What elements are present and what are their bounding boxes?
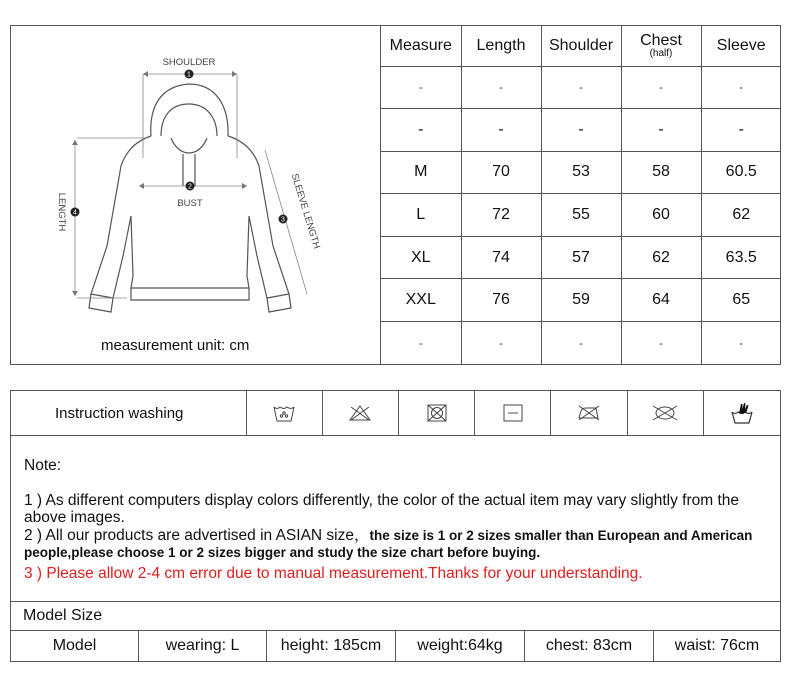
table-cell: 65 [701, 279, 781, 322]
bust-label: BUST [177, 198, 203, 209]
table-cell: - [541, 66, 621, 109]
table-cell: 70 [461, 151, 541, 194]
table-cell: 64 [621, 279, 701, 322]
table-cell: 59 [541, 279, 621, 322]
model-cell-chest: chest: 83cm [525, 631, 654, 661]
header-measure: Measure [381, 26, 461, 66]
header-sleeve: Sleeve [701, 26, 781, 66]
model-cell-wearing: wearing: L [139, 631, 267, 661]
table-cell: - [461, 321, 541, 364]
table-cell: - [461, 109, 541, 152]
no-iron-icon [551, 391, 627, 435]
no-bleach-icon [323, 391, 399, 435]
size-table [381, 26, 781, 364]
table-cell: - [621, 66, 701, 109]
table-row [381, 151, 781, 194]
table-cell: 72 [461, 194, 541, 237]
table-cell: M [381, 151, 461, 194]
table-cell: - [381, 109, 461, 152]
table-cell: L [381, 194, 461, 237]
header-chest-label: Chest [640, 32, 682, 50]
table-cell: XXL [381, 279, 461, 322]
no-tumble-dry-icon [399, 391, 475, 435]
model-size-title: Model Size [11, 601, 780, 631]
table-cell: - [701, 109, 781, 152]
table-cell: 74 [461, 236, 541, 279]
washing-title: Instruction washing [11, 391, 247, 435]
header-length: Length [461, 26, 541, 66]
marker-2-text: 2 [188, 183, 192, 191]
table-cell: - [541, 109, 621, 152]
table-cell: 76 [461, 279, 541, 322]
table-cell: 63.5 [701, 236, 781, 279]
header-chest-sub: (half) [649, 48, 673, 60]
model-cell-height: height: 185cm [267, 631, 396, 661]
notes-section [24, 457, 776, 583]
note-line-2 [24, 527, 776, 561]
note-line-3: 3 ) Please allow 2-4 cm error due to manual measurement.Thanks for your understanding. [24, 565, 643, 582]
table-cell: 58 [621, 151, 701, 194]
table-cell: - [739, 335, 744, 350]
table-row [381, 66, 781, 109]
header-chest [621, 26, 701, 66]
table-cell: - [381, 321, 461, 364]
table-cell: 60.5 [701, 151, 781, 194]
hand-wash-icon [704, 391, 780, 435]
marker-3-text: 3 [281, 216, 285, 224]
dry-flat-icon [475, 391, 551, 435]
note-line-2-detail: the size is 1 or 2 sizes smaller than European and American people,please choose 1 or 2 sizes bigger and study the size chart before buying. [24, 528, 753, 560]
model-cell-waist: waist: 76cm [674, 637, 760, 654]
table-cell: 57 [541, 236, 621, 279]
table-cell: - [621, 321, 701, 364]
marker-1-text: 1 [187, 71, 191, 79]
shoulder-label: SHOULDER [162, 57, 216, 68]
wash-30-icon [247, 391, 323, 435]
table-cell: 62 [701, 194, 781, 237]
size-table-header [381, 26, 781, 66]
model-cell-label: Model [11, 631, 139, 661]
table-cell: - [541, 321, 621, 364]
marker-4-text: 4 [73, 209, 77, 217]
note-heading: Note: [24, 457, 62, 474]
sleeve-length-label: SLEEVE LENGTH [288, 172, 323, 251]
washing-instructions-row [11, 391, 780, 436]
table-row [381, 109, 781, 152]
table-cell: 55 [541, 194, 621, 237]
size-chart-panel [10, 25, 781, 365]
table-row [381, 321, 781, 364]
table-row [381, 236, 781, 279]
table-cell: - [621, 109, 701, 152]
table-cell: - [381, 66, 461, 109]
model-size-row [11, 631, 780, 661]
length-label: LENGTH [56, 192, 67, 232]
table-cell: - [461, 66, 541, 109]
table-row [381, 279, 781, 322]
header-shoulder: Shoulder [541, 26, 621, 66]
table-cell: 60 [621, 194, 701, 237]
note-line-1: 1 ) As different computers display colors differently, the color of the actual item may vary slightly from the above images. [24, 492, 740, 526]
table-cell: - [701, 66, 781, 109]
no-dry-clean-icon [628, 391, 704, 435]
hoodie-sketch [11, 26, 381, 326]
table-cell: XL [381, 236, 461, 279]
table-row [381, 194, 781, 237]
washing-notes-panel [10, 390, 781, 662]
measurement-unit: measurement unit: cm [101, 337, 250, 354]
table-cell: 53 [541, 151, 621, 194]
hoodie-diagram [11, 26, 381, 364]
table-cell: 62 [621, 236, 701, 279]
note-line-2-main: 2 ) All our products are advertised in ASIAN size， [24, 527, 370, 544]
model-cell-weight: weight:64kg [396, 631, 525, 661]
